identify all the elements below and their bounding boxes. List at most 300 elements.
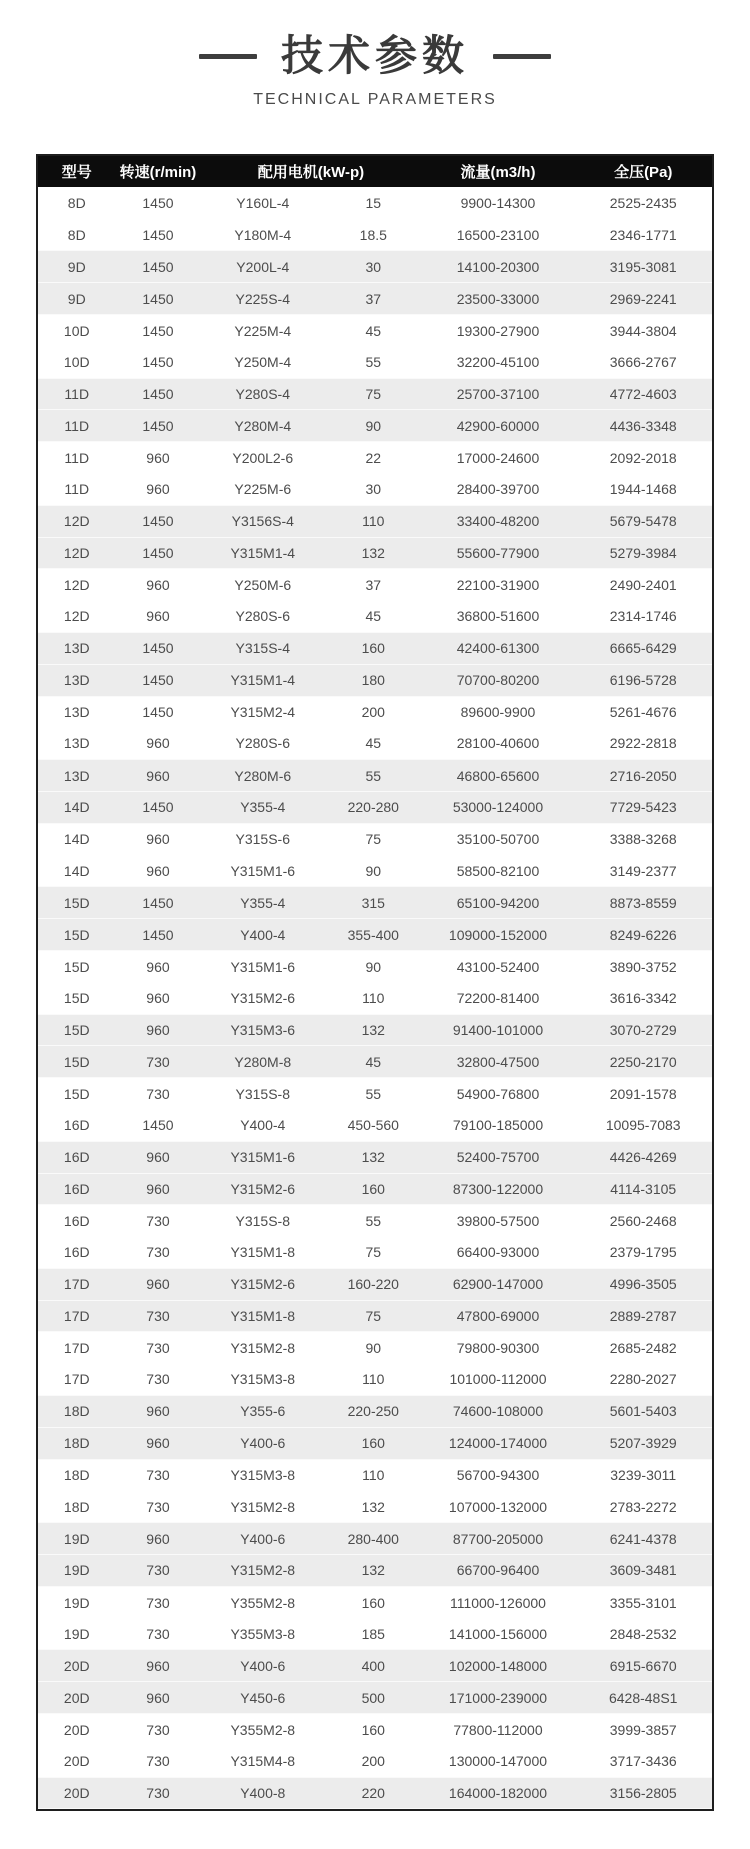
table-row xyxy=(38,346,712,378)
table-row xyxy=(38,1682,712,1714)
table-cell: 13D xyxy=(63,767,90,784)
table-cell: 730 xyxy=(146,1562,170,1579)
table-cell: 74600-108000 xyxy=(452,1403,544,1420)
table-cell: 960 xyxy=(146,1657,170,1674)
table-row xyxy=(38,1173,712,1205)
table-cell: 160 xyxy=(361,1180,385,1197)
table-cell: Y315M1-4 xyxy=(230,544,296,561)
col-header-model: 型号 xyxy=(38,156,116,187)
table-cell: 52400-75700 xyxy=(456,1149,540,1166)
table-cell: 45 xyxy=(365,1053,382,1070)
table-cell: Y280S-6 xyxy=(235,608,290,625)
table-cell: 90 xyxy=(365,1340,382,1357)
table-cell: Y315M2-4 xyxy=(230,704,296,721)
table-row xyxy=(38,760,712,792)
table-cell: 30 xyxy=(365,258,382,275)
table-cell: 960 xyxy=(146,862,170,879)
table-row xyxy=(38,696,712,728)
title-dash-right xyxy=(493,54,551,59)
table-cell: 16D xyxy=(63,1212,90,1229)
table-row xyxy=(38,1205,712,1237)
table-cell: 960 xyxy=(146,577,170,593)
table-row xyxy=(38,950,712,982)
table-cell: 55 xyxy=(365,1085,382,1102)
table-cell: 1450 xyxy=(142,704,174,721)
table-row xyxy=(38,473,712,505)
table-cell: Y160L-4 xyxy=(236,195,290,212)
table-cell: 2280-2027 xyxy=(609,1371,677,1388)
page-subtitle: TECHNICAL PARAMETERS xyxy=(253,91,497,109)
table-cell: 3616-3342 xyxy=(609,989,677,1006)
table-row xyxy=(38,1300,712,1332)
table-cell: 13D xyxy=(63,640,90,657)
table-cell: Y250M-4 xyxy=(234,353,292,370)
table-row xyxy=(38,1745,712,1777)
table-cell: Y280M-6 xyxy=(234,767,292,784)
table-cell: 45 xyxy=(365,322,382,339)
table-cell: 3890-3752 xyxy=(609,958,677,975)
table-cell: 5207-3929 xyxy=(609,1435,677,1452)
table-cell: Y280M-8 xyxy=(234,1053,292,1070)
table-cell: 960 xyxy=(146,1021,170,1038)
table-cell: 14D xyxy=(63,831,90,848)
table-cell: Y3156S-4 xyxy=(231,513,294,530)
table-cell: 90 xyxy=(365,862,382,879)
table-cell: Y315S-8 xyxy=(235,1212,290,1229)
table-cell: 15D xyxy=(63,1021,90,1038)
table-cell: 1450 xyxy=(142,385,174,402)
table-cell: 9900-14300 xyxy=(460,195,536,212)
title-dash-left xyxy=(199,54,257,59)
table-cell: 55 xyxy=(365,767,382,784)
table-cell: 15D xyxy=(63,926,90,943)
table-cell: Y400-4 xyxy=(240,926,286,943)
table-cell: Y315M2-6 xyxy=(230,989,296,1006)
table-cell: 20D xyxy=(63,1785,90,1802)
table-row xyxy=(38,1078,712,1110)
table-cell: 2716-2050 xyxy=(609,767,677,784)
table-cell: 13D xyxy=(63,735,90,752)
table-cell: 45 xyxy=(365,735,382,752)
table-cell: 132 xyxy=(361,1562,385,1579)
table-row xyxy=(38,1618,712,1650)
table-cell: 220-250 xyxy=(347,1403,399,1420)
table-cell: 960 xyxy=(146,1180,170,1197)
table-row xyxy=(38,791,712,823)
table-cell: Y315S-8 xyxy=(235,1085,290,1102)
table-cell: 960 xyxy=(146,481,170,498)
table-cell: 42900-60000 xyxy=(456,417,540,434)
table-cell: 2346-1771 xyxy=(609,226,677,243)
table-cell: 70700-80200 xyxy=(456,672,540,689)
table-cell: 355-400 xyxy=(347,926,399,943)
table-cell: 36800-51600 xyxy=(456,608,540,625)
table-cell: 65100-94200 xyxy=(456,894,540,911)
table-cell: Y315M3-8 xyxy=(230,1371,296,1388)
table-cell: 960 xyxy=(146,1530,170,1547)
table-cell: Y315M2-6 xyxy=(230,1276,296,1293)
table-row xyxy=(38,1650,712,1682)
table-cell: 55600-77900 xyxy=(456,544,540,561)
table-cell: 730 xyxy=(146,1212,170,1229)
table-cell: 500 xyxy=(361,1689,385,1706)
table-cell: 4436-3348 xyxy=(609,417,677,434)
table-cell: 960 xyxy=(146,767,170,784)
table-cell: Y355M3-8 xyxy=(230,1625,296,1642)
table-cell: 160 xyxy=(361,1594,385,1611)
table-cell: 39800-57500 xyxy=(456,1212,540,1229)
table-cell: 5279-3984 xyxy=(609,544,677,561)
table-cell: 1450 xyxy=(142,258,174,275)
table-cell: Y315M1-8 xyxy=(230,1244,296,1261)
table-cell: 12D xyxy=(63,513,90,530)
table-cell: 4426-4269 xyxy=(609,1149,677,1166)
table-cell: 8873-8559 xyxy=(609,894,677,911)
table-cell: Y355-4 xyxy=(240,799,286,816)
table-cell: 730 xyxy=(146,1625,170,1642)
table-cell: 1450 xyxy=(142,195,174,212)
table-row xyxy=(38,187,712,219)
table-row xyxy=(38,219,712,251)
table-row xyxy=(38,1586,712,1618)
table-cell: 2091-1578 xyxy=(609,1085,677,1102)
table-cell: 1450 xyxy=(142,417,174,434)
table-row xyxy=(38,1523,712,1555)
col-header-motor: 配用电机(kW-p) xyxy=(200,156,421,187)
table-row xyxy=(38,1396,712,1428)
table-cell: 171000-239000 xyxy=(448,1689,548,1706)
table-cell: 960 xyxy=(146,1403,170,1420)
table-cell: 33400-48200 xyxy=(456,513,540,530)
table-row xyxy=(38,887,712,919)
table-cell: 56700-94300 xyxy=(456,1467,540,1484)
table-cell: 15 xyxy=(365,195,382,212)
table-cell: Y355-4 xyxy=(240,894,286,911)
table-cell: 132 xyxy=(361,1149,385,1166)
table-cell: 19D xyxy=(63,1625,90,1642)
table-cell: Y315S-6 xyxy=(235,831,290,848)
table-cell: 55 xyxy=(365,1212,382,1229)
table-cell: 14D xyxy=(63,799,90,816)
table-cell: 79100-185000 xyxy=(452,1117,544,1134)
table-cell: 164000-182000 xyxy=(448,1785,548,1802)
table-cell: 2092-2018 xyxy=(609,449,677,466)
table-cell: 15D xyxy=(63,1053,90,1070)
table-cell: 53000-124000 xyxy=(452,799,544,816)
table-cell: 960 xyxy=(146,1435,170,1452)
table-cell: 75 xyxy=(365,1308,382,1325)
table-cell: 15D xyxy=(63,1085,90,1102)
table-row xyxy=(38,1268,712,1300)
table-cell: 75 xyxy=(365,831,382,848)
table-cell: 102000-148000 xyxy=(448,1657,548,1674)
table-cell: 89600-9900 xyxy=(460,704,536,721)
table-cell: 3944-3804 xyxy=(609,322,677,339)
table-cell: 7729-5423 xyxy=(609,799,677,816)
table-cell: 1450 xyxy=(142,544,174,561)
table-cell: 72200-81400 xyxy=(456,989,540,1006)
table-cell: 20D xyxy=(63,1721,90,1738)
table-cell: 43100-52400 xyxy=(456,958,540,975)
table-cell: 28100-40600 xyxy=(456,735,540,752)
table-row xyxy=(38,1427,712,1459)
table-cell: 91400-101000 xyxy=(452,1021,544,1038)
table-cell: 220 xyxy=(361,1785,385,1802)
table-cell: 1450 xyxy=(142,322,174,339)
table-cell: 101000-112000 xyxy=(449,1371,547,1388)
table-cell: Y225S-4 xyxy=(235,290,290,307)
table-row xyxy=(38,1364,712,1396)
table-cell: 3239-3011 xyxy=(610,1467,677,1484)
table-cell: 2783-2272 xyxy=(609,1498,677,1515)
table-cell: 6915-6670 xyxy=(609,1657,677,1674)
table-cell: 110 xyxy=(362,1467,385,1484)
table-row xyxy=(38,314,712,346)
table-cell: 185 xyxy=(361,1625,385,1642)
table-row xyxy=(38,537,712,569)
table-cell: 400 xyxy=(361,1657,385,1674)
table-cell: 20D xyxy=(63,1657,90,1674)
table-cell: 132 xyxy=(361,1498,385,1515)
table-cell: 9D xyxy=(67,258,86,275)
table-cell: 730 xyxy=(146,1721,170,1738)
table-cell: 5261-4676 xyxy=(609,704,677,721)
table-cell: 3609-3481 xyxy=(609,1562,677,1579)
table-cell: Y400-6 xyxy=(240,1435,286,1452)
table-body xyxy=(38,187,712,1809)
table-cell: 1450 xyxy=(142,513,174,530)
table-cell: 730 xyxy=(146,1244,170,1261)
table-cell: 730 xyxy=(146,1340,170,1357)
table-row xyxy=(38,1555,712,1587)
table-cell: Y200L2-6 xyxy=(232,449,294,466)
table-cell: 20D xyxy=(63,1689,90,1706)
table-cell: 730 xyxy=(146,1371,170,1388)
table-cell: 16500-23100 xyxy=(456,226,540,243)
table-cell: Y250M-6 xyxy=(234,577,292,593)
table-cell: 16D xyxy=(63,1244,90,1261)
table-row xyxy=(38,632,712,664)
table-cell: 28400-39700 xyxy=(456,481,540,498)
table-cell: 11D xyxy=(64,449,90,466)
table-cell: 14100-20300 xyxy=(456,258,540,275)
table-cell: 2685-2482 xyxy=(609,1340,677,1357)
parameters-table xyxy=(38,156,712,1809)
table-cell: 960 xyxy=(146,1689,170,1706)
table-cell: 75 xyxy=(365,1244,382,1261)
table-cell: 77800-112000 xyxy=(453,1721,543,1738)
table-cell: 17D xyxy=(63,1308,90,1325)
table-cell: 32200-45100 xyxy=(456,353,540,370)
table-row xyxy=(38,1777,712,1809)
table-cell: 960 xyxy=(146,608,170,625)
table-cell: 10D xyxy=(63,353,90,370)
table-cell: 730 xyxy=(146,1498,170,1515)
table-cell: 1450 xyxy=(142,640,174,657)
table-cell: 3149-2377 xyxy=(609,862,677,879)
table-cell: Y280S-4 xyxy=(235,385,290,402)
table-cell: 20D xyxy=(63,1752,90,1769)
table-cell: Y315M2-8 xyxy=(230,1340,296,1357)
table-cell: 35100-50700 xyxy=(456,831,540,848)
table-cell: Y355M2-8 xyxy=(230,1594,296,1611)
table-row xyxy=(38,1046,712,1078)
table-cell: 3156-2805 xyxy=(609,1785,677,1802)
table-cell: 132 xyxy=(361,1021,385,1038)
table-row xyxy=(38,1141,712,1173)
table-cell: 87300-122000 xyxy=(452,1180,544,1197)
table-row xyxy=(38,1237,712,1269)
table-cell: 160 xyxy=(361,640,385,657)
table-cell: 107000-132000 xyxy=(448,1498,548,1515)
table-cell: 90 xyxy=(365,417,382,434)
title-block xyxy=(0,0,750,109)
table-cell: 2889-2787 xyxy=(609,1308,677,1325)
table-cell: 55 xyxy=(365,353,382,370)
table-cell: 18.5 xyxy=(359,226,387,243)
table-cell: 79800-90300 xyxy=(456,1340,540,1357)
table-cell: 32800-47500 xyxy=(456,1053,540,1070)
table-cell: 960 xyxy=(146,958,170,975)
table-row xyxy=(38,823,712,855)
table-cell: 730 xyxy=(146,1085,170,1102)
table-cell: Y280S-6 xyxy=(235,735,290,752)
table-cell: 6428-48S1 xyxy=(608,1689,678,1706)
table-cell: 132 xyxy=(361,544,385,561)
table-cell: 960 xyxy=(146,989,170,1006)
table-cell: 3355-3101 xyxy=(609,1594,677,1611)
table-cell: 23500-33000 xyxy=(456,290,540,307)
table-cell: 66700-96400 xyxy=(456,1562,540,1579)
table-cell: 15D xyxy=(63,989,90,1006)
table-row xyxy=(38,283,712,315)
table-cell: Y355-6 xyxy=(240,1403,286,1420)
table-cell: Y315M3-8 xyxy=(230,1467,296,1484)
table-cell: 45 xyxy=(365,608,382,625)
table-cell: 1944-1468 xyxy=(609,481,677,498)
table-row xyxy=(38,410,712,442)
table-row xyxy=(38,1459,712,1491)
table-cell: 110 xyxy=(362,1371,385,1388)
table-cell: 11D xyxy=(64,481,90,498)
table-cell: 2314-1746 xyxy=(609,608,677,625)
table-cell: 12D xyxy=(63,544,90,561)
table-cell: 14D xyxy=(63,862,90,879)
table-cell: 3717-3436 xyxy=(609,1752,677,1769)
table-cell: 18D xyxy=(63,1403,90,1420)
table-cell: 13D xyxy=(63,704,90,721)
table-row xyxy=(38,664,712,696)
table-cell: 16D xyxy=(63,1149,90,1166)
table-cell: 87700-205000 xyxy=(452,1530,544,1547)
table-cell: Y200L-4 xyxy=(236,258,290,275)
table-cell: 1450 xyxy=(142,894,174,911)
table-cell: 15D xyxy=(63,894,90,911)
table-cell: 2922-2818 xyxy=(609,735,677,752)
col-header-pressure: 全压(Pa) xyxy=(574,156,712,187)
col-header-flow: 流量(m3/h) xyxy=(421,156,574,187)
table-cell: 8249-6226 xyxy=(609,926,677,943)
table-cell: 9D xyxy=(67,290,86,307)
table-cell: 18D xyxy=(63,1498,90,1515)
table-cell: 730 xyxy=(146,1752,170,1769)
table-cell: 4114-3105 xyxy=(610,1180,677,1197)
table-cell: 6241-4378 xyxy=(609,1530,677,1547)
table-cell: 450-560 xyxy=(347,1117,399,1134)
col-header-speed: 转速(r/min) xyxy=(116,156,201,187)
table-cell: 1450 xyxy=(142,926,174,943)
table-cell: 37 xyxy=(365,290,382,307)
table-row xyxy=(38,919,712,951)
table-cell: 19D xyxy=(63,1530,90,1547)
table-cell: Y315M1-4 xyxy=(230,672,296,689)
table-row xyxy=(38,1491,712,1523)
table-cell: 22100-31900 xyxy=(456,577,540,593)
table-cell: 200 xyxy=(361,704,385,721)
table-cell: 25700-37100 xyxy=(456,385,540,402)
table-cell: 13D xyxy=(63,672,90,689)
table-cell: 1450 xyxy=(142,799,174,816)
table-cell: 124000-174000 xyxy=(448,1435,548,1452)
table-cell: Y400-8 xyxy=(240,1785,286,1802)
table-cell: 730 xyxy=(146,1467,170,1484)
table-row xyxy=(38,855,712,887)
table-cell: 4996-3505 xyxy=(609,1276,677,1293)
table-cell: 730 xyxy=(146,1594,170,1611)
table-cell: 1450 xyxy=(142,1117,174,1134)
table-cell: 17D xyxy=(63,1276,90,1293)
table-row xyxy=(38,505,712,537)
table-cell: 220-280 xyxy=(347,799,399,816)
table-cell: Y180M-4 xyxy=(234,226,292,243)
table-row xyxy=(38,1332,712,1364)
table-row xyxy=(38,569,712,601)
table-cell: 2560-2468 xyxy=(609,1212,677,1229)
table-cell: 12D xyxy=(63,577,90,593)
table-cell: 16D xyxy=(63,1180,90,1197)
table-cell: 130000-147000 xyxy=(448,1752,548,1769)
table-cell: 47800-69000 xyxy=(456,1308,540,1325)
table-cell: 200 xyxy=(361,1752,385,1769)
table-cell: 19300-27900 xyxy=(456,322,540,339)
table-cell: 960 xyxy=(146,449,170,466)
table-cell: 180 xyxy=(361,672,385,689)
table-cell: 46800-65600 xyxy=(456,767,540,784)
table-cell: 3070-2729 xyxy=(609,1021,677,1038)
table-row xyxy=(38,1014,712,1046)
table-cell: 62900-147000 xyxy=(452,1276,544,1293)
table-cell: 66400-93000 xyxy=(456,1244,540,1261)
table-cell: 960 xyxy=(146,1149,170,1166)
table-cell: 2379-1795 xyxy=(609,1244,677,1261)
table-row xyxy=(38,728,712,760)
table-row xyxy=(38,982,712,1014)
table-cell: 960 xyxy=(146,735,170,752)
table-cell: 3999-3857 xyxy=(609,1721,677,1738)
table-cell: 1450 xyxy=(142,353,174,370)
table-cell: 11D xyxy=(64,417,90,434)
table-cell: 8D xyxy=(67,195,86,212)
table-cell: 315 xyxy=(361,894,385,911)
table-cell: 10D xyxy=(63,322,90,339)
table-cell: 1450 xyxy=(142,672,174,689)
table-cell: 19D xyxy=(63,1594,90,1611)
table-cell: 110 xyxy=(362,513,385,530)
table-cell: 280-400 xyxy=(347,1530,399,1547)
table-cell: 17D xyxy=(63,1371,90,1388)
table-cell: 2250-2170 xyxy=(609,1053,677,1070)
table-cell: 42400-61300 xyxy=(456,640,540,657)
